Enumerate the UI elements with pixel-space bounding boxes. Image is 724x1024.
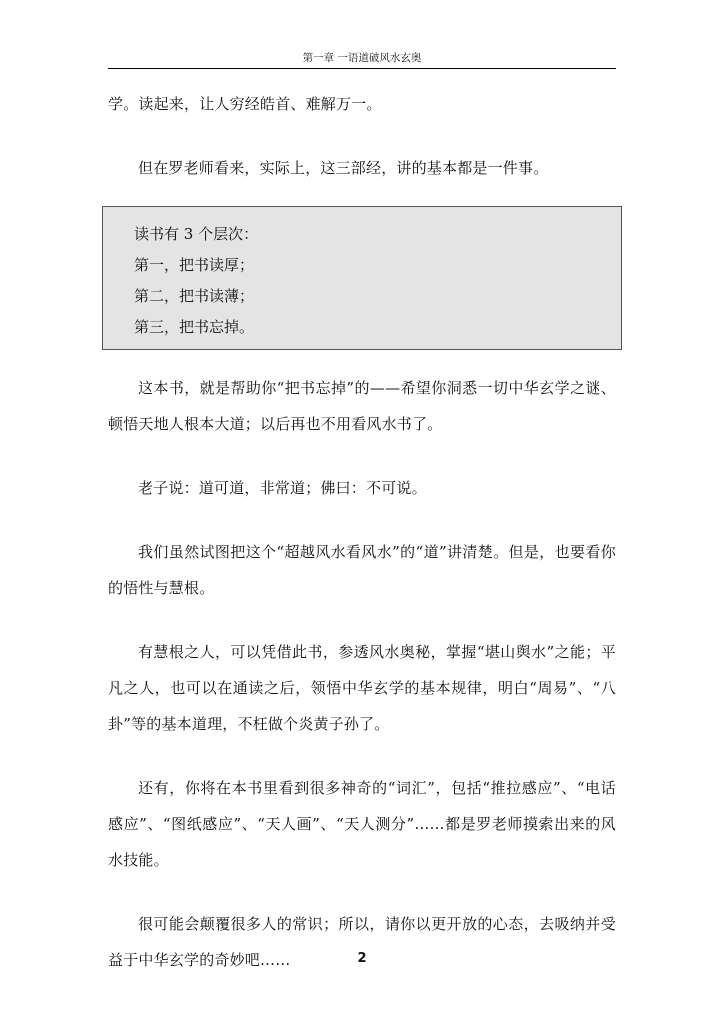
paragraph-huigen: 有慧根之人，可以凭借此书，参透风水奥秘，掌握“堪山舆水”之能；平凡之人，也可以在通读之后，领悟中华玄学的基本规律，明白“周易”、“八卦”等的基本道理，不枉做个炎黄子孙了。 xyxy=(108,643,616,733)
page-header xyxy=(108,48,616,69)
paragraph-vocabulary: 还有，你将在本书里看到很多神奇的“词汇”，包括“推拉感应”、“电话感应”、“图纸感应”、“天人画”、“天人测分”……都是罗老师摸索出来的风水技能。 xyxy=(108,779,616,869)
paragraph-three-sutras: 但在罗老师看来，实际上，这三部经，讲的基本都是一件事。 xyxy=(138,159,549,177)
quote-box xyxy=(102,206,622,350)
paragraph-continuation: 学。读起来，让人穷经皓首、难解万一。 xyxy=(108,95,382,113)
quote-line-intro: 读书有 3 个层次： xyxy=(134,225,259,243)
quote-line-third: 第三，把书忘掉。 xyxy=(134,318,255,336)
page-number: 2 xyxy=(357,951,367,966)
page-content xyxy=(108,86,616,1006)
paragraph-laozi: 老子说：道可道，非常道；佛曰：不可说。 xyxy=(138,479,427,497)
paragraph-forget-book: 这本书，就是帮助你“把书忘掉”的——希望你洞悉一切中华玄学之谜、顿悟天地人根本大道；以后再也不用看风水书了。 xyxy=(108,379,616,433)
paragraph-dao: 我们虽然试图把这个“超越风水看风水”的“道”讲清楚。但是，也要看你的悟性与慧根。 xyxy=(108,543,616,597)
quote-line-first: 第一，把书读厚； xyxy=(134,256,255,274)
quote-line-second: 第二，把书读薄； xyxy=(134,287,255,305)
paragraph-open-mind: 很可能会颠覆很多人的常识；所以，请你以更开放的心态，去吸纳并受益于中华玄学的奇妙吧…… xyxy=(108,915,616,969)
header-title: 第一章 一语道破风水玄奥 xyxy=(302,52,422,64)
